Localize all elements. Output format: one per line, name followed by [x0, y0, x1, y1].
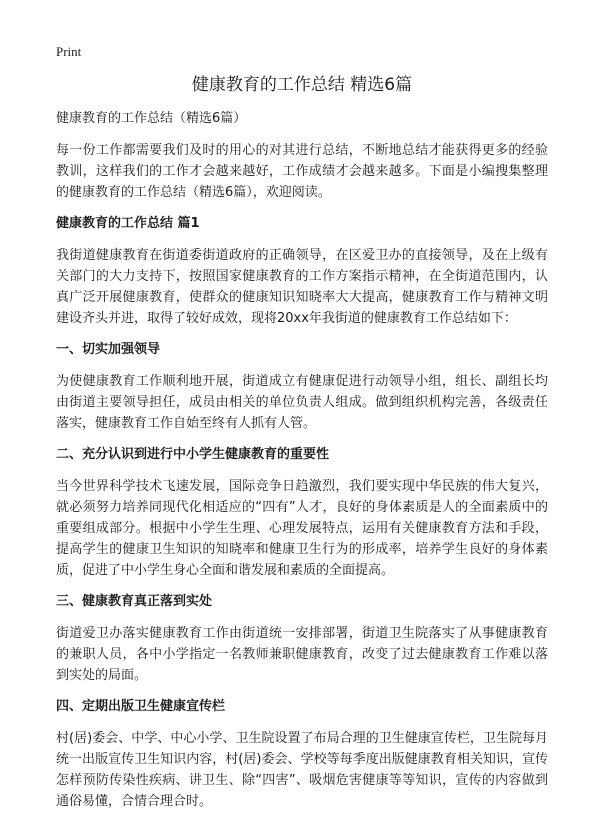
article-intro-paragraph: 我街道健康教育在街道委街道政府的正确领导，在区爱卫办的直接领导，及在上级有关部门的大力支持下，按照国家健康教育的工作方案指示精神，在全街道范围内，认真广泛开展健康教育，使群众的健康知识知晓率大大提高，健康教育工作与精神文明建设齐头并进，取得了较好成效，现将20xx年我街道的健康教育工作总结如下：: [56, 248, 548, 326]
section-text-bulletin: 村(居)委会、中学、中心小学、卫生院设置了布局合理的卫生健康宣传栏，卫生院每月统一出版宣传卫生知识内容，村(居)委会、学校等每季度出版健康教育相关知识，宣传怎样预防传染性疾病、讲卫生、除“四害”、吸烟危害健康等等知识，宣传的内容做到通俗易懂，合情合理合时。: [56, 731, 548, 809]
document-subtitle: 健康教育的工作总结（精选6篇）: [56, 111, 247, 126]
section-heading-bulletin: 四、定期出版卫生健康宣传栏: [56, 699, 226, 714]
section-heading-leadership: 一、切实加强领导: [56, 342, 161, 357]
intro-paragraph: 每一份工作都需要我们及时的用心的对其进行总结，不断地总结才能获得更多的经验教训，这样我们的工作才会越来越好，工作成绩才会越来越多。下面是小编搜集整理的健康教育的工作总结（精选6篇），欢迎阅读。: [56, 143, 548, 200]
section-text-leadership: 为使健康教育工作顺利地开展，街道成立有健康促进行动领导小组，组长、副组长均由街道主要领导担任，成员由相关的单位负责人组成。做到组织机构完善，各级责任落实，健康教育工作自始至终有人抓有人管。: [56, 374, 548, 431]
section-text-importance: 当今世界科学技术飞速发展，国际竞争日趋激烈，我们要实现中华民族的伟大复兴，就必须努力培养同现代化相适应的“四有”人才，良好的身体素质是人的全面素质中的重要组成部分。根据中小学生生理、心理发展特点，运用有关健康教育方法和手段，提高学生的健康卫生知识的知晓率和健康卫生行为的形成率，培养学生良好的身体素质，促进了中小学生身心全面和谐发展和素质的全面提高。: [56, 479, 548, 578]
article-heading: 健康教育的工作总结 篇1: [56, 216, 200, 231]
section-heading-implementation: 三、健康教育真正落到实处: [56, 594, 213, 609]
section-heading-importance: 二、充分认识到进行中小学生健康教育的重要性: [56, 447, 330, 462]
print-label[interactable]: Print: [56, 44, 82, 59]
section-text-implementation: 街道爱卫办落实健康教育工作由街道统一安排部署，街道卫生院落实了从事健康教育的兼职人员，各中小学指定一名教师兼职健康教育，改变了过去健康教育工作难以落到实处的局面。: [56, 626, 548, 683]
document-title: 健康教育的工作总结 精选6篇: [191, 75, 413, 95]
